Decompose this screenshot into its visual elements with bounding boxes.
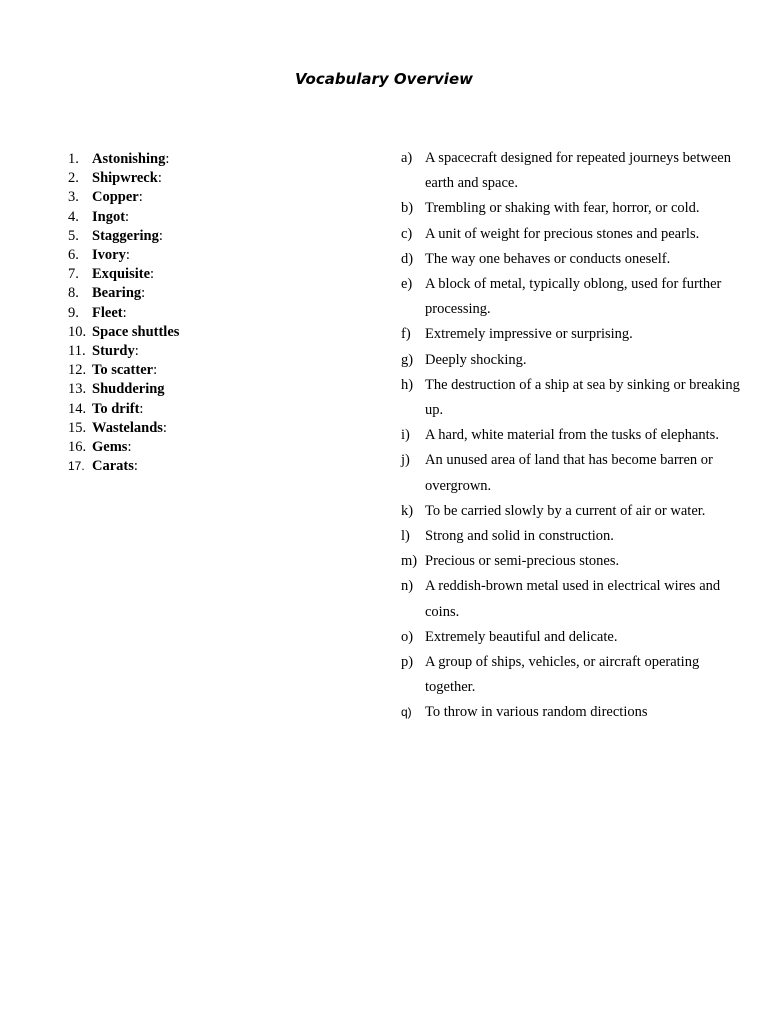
term-word: Astonishing <box>92 151 166 167</box>
term-number: 8. <box>68 285 79 302</box>
term-number: 2. <box>68 170 79 187</box>
term-word: Ingot <box>92 208 126 225</box>
term-suffix: : <box>122 304 127 321</box>
term-number: 12. <box>68 362 87 379</box>
definition-list <box>401 146 741 726</box>
term-number: 6. <box>68 247 79 264</box>
term-number: 4. <box>68 208 79 225</box>
term-number: 7. <box>68 266 79 283</box>
definition-letter: b) <box>401 200 414 217</box>
list-item <box>401 146 741 196</box>
term-number: 11. <box>68 343 86 360</box>
list-item <box>401 348 741 373</box>
list-item <box>68 208 179 227</box>
definition-letter: i) <box>401 427 410 444</box>
definition-letter: e) <box>401 276 413 293</box>
definition-letter: h) <box>401 376 414 393</box>
term-suffix: : <box>150 266 155 283</box>
term-suffix: : <box>138 189 143 206</box>
definition-letter: l) <box>401 528 410 545</box>
definition-text: The way one behaves or conducts oneself. <box>425 250 671 267</box>
term-word: To scatter <box>92 362 154 379</box>
term-number: 13. <box>68 381 87 398</box>
definition-text: A hard, white material from the tusks of elephants. <box>425 427 719 444</box>
list-item <box>401 322 741 347</box>
term-suffix: : <box>158 227 163 244</box>
term-word: Staggering <box>92 227 159 244</box>
list-item <box>68 342 179 361</box>
definition-text: A unit of weight for precious stones and pearls. <box>425 225 700 242</box>
term-word: Gems <box>92 439 128 456</box>
list-item <box>68 304 179 323</box>
term-suffix: : <box>165 151 170 167</box>
term-number: 9. <box>68 304 79 321</box>
definition-text: The destruction of a ship at sea by sinking or breaking up. <box>425 376 740 419</box>
page-title: Vocabulary Overview <box>295 70 473 88</box>
list-item <box>401 373 741 423</box>
term-number: 1. <box>68 151 79 167</box>
definition-text: Extremely beautiful and delicate. <box>425 628 618 645</box>
list-item <box>68 380 179 399</box>
term-suffix: : <box>127 439 132 456</box>
term-suffix: : <box>153 362 158 379</box>
term-word: Sturdy <box>92 343 135 360</box>
list-item <box>68 169 179 188</box>
term-suffix: : <box>139 400 144 417</box>
definition-text: Trembling or shaking with fear, horror, or cold. <box>425 200 700 217</box>
term-word: Fleet <box>92 304 123 321</box>
definition-text: Extremely impressive or surprising. <box>425 326 633 343</box>
list-item <box>401 222 741 247</box>
term-word: To drift <box>92 400 140 417</box>
list-item <box>401 196 741 221</box>
definition-letter: n) <box>401 578 414 595</box>
term-word: Exquisite <box>92 266 151 283</box>
definition-text: A reddish-brown metal used in electrical wires and coins. <box>425 578 721 620</box>
term-number: 16. <box>68 439 87 456</box>
definition-letter: o) <box>401 628 414 645</box>
term-word: Bearing <box>92 285 142 302</box>
list-item <box>401 625 741 650</box>
definition-letter: p) <box>401 654 414 671</box>
definition-letter: g) <box>401 351 414 368</box>
term-suffix: : <box>125 208 130 225</box>
definition-text: To throw in various random directions <box>425 704 648 721</box>
term-word: Space shuttles <box>92 323 180 340</box>
list-item <box>68 419 179 438</box>
list-item <box>401 549 741 574</box>
list-item <box>68 284 179 303</box>
term-number: 14. <box>68 400 87 417</box>
term-suffix: : <box>133 458 138 475</box>
definition-text: Strong and solid in construction. <box>425 528 614 545</box>
term-number: 17. <box>68 459 85 474</box>
term-suffix: : <box>162 419 167 436</box>
definition-text: A group of ships, vehicles, or aircraft operating together. <box>425 654 700 696</box>
definition-letter: m) <box>401 553 418 570</box>
list-item <box>401 247 741 272</box>
term-suffix: : <box>157 170 162 187</box>
term-word: Shipwreck <box>92 170 158 187</box>
definition-letter: j) <box>401 452 410 469</box>
term-number: 3. <box>68 189 79 206</box>
term-word: Shuddering <box>92 381 165 398</box>
term-number: 15. <box>68 419 87 436</box>
term-word: Wastelands <box>92 419 163 436</box>
term-word: Carats <box>92 458 134 475</box>
list-item <box>401 499 741 524</box>
definition-text: A block of metal, typically oblong, used for further processing. <box>425 276 722 318</box>
definition-letter: c) <box>401 225 413 242</box>
term-suffix: : <box>141 285 146 302</box>
definition-text: Deeply shocking. <box>425 351 527 368</box>
list-item <box>401 448 741 498</box>
definition-letter: k) <box>401 502 414 519</box>
term-number: 5. <box>68 227 79 244</box>
list-item <box>68 188 179 207</box>
definition-letter: q) <box>401 705 412 720</box>
definition-letter: a) <box>401 150 413 166</box>
definition-text: To be carried slowly by a current of air or water. <box>425 502 706 519</box>
term-suffix: : <box>125 247 130 264</box>
list-item <box>68 438 179 457</box>
list-item <box>68 265 179 284</box>
list-item <box>68 150 179 169</box>
list-item <box>68 457 179 476</box>
list-item <box>68 400 179 419</box>
list-item <box>68 227 179 246</box>
term-word: Copper <box>92 189 139 206</box>
definition-letter: d) <box>401 250 414 267</box>
list-item <box>401 650 741 700</box>
list-item <box>68 361 179 380</box>
list-item <box>401 524 741 549</box>
definition-text: Precious or semi-precious stones. <box>425 553 620 570</box>
list-item <box>401 574 741 624</box>
definition-text: A spacecraft designed for repeated journeys between earth and space. <box>425 150 731 192</box>
term-suffix: : <box>134 343 139 360</box>
list-item <box>401 272 741 322</box>
definition-letter: f) <box>401 326 411 343</box>
list-item <box>68 246 179 265</box>
list-item <box>401 700 741 725</box>
vocabulary-term-list <box>68 150 179 476</box>
term-word: Ivory <box>92 247 126 264</box>
list-item <box>68 323 179 342</box>
term-number: 10. <box>68 323 87 340</box>
list-item <box>401 423 741 448</box>
definition-text: An unused area of land that has become barren or overgrown. <box>425 452 713 494</box>
